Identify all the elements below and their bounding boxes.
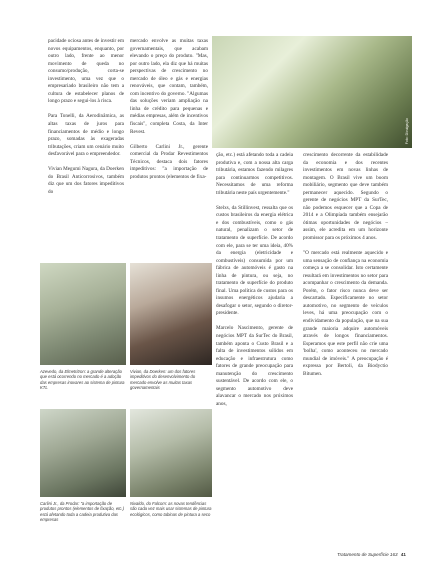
portrait-azevedo [40, 263, 126, 409]
paragraph: Stelxs, da Stillinvest, ressalta que os custos brasileiros da energia elétrica e dos combustíveis, como o gás natural, penalizam o setor de tratamento de superfície. De acordo com ele, para se ter uma ideia, 40% da energia (eletricidade e combustíveis) consumida por um fábrica de automóveis é gasto na linha de pintura, ou seja, no tratamento de superfície do produto final. Uma política de custos para os insumos energéticos ajudaria a desafogar o setor, segundo o diretor-presidente. [216, 204, 293, 317]
text-column-4 [303, 152, 388, 378]
paragraph: pacidade ociosa antes de investir em novos equipamentos, enquanto, por outro lado, frente ao menor movimento de queda no consumo/produção, corta-se investimento, uma vez que o empresariado brasileiro não tem a cultura de estabelecer planos de longo prazo e segui-los à risca. [48, 38, 124, 105]
portrait-photo [40, 263, 126, 365]
paragraph: "O mercado está realmente aquecido e uma sensação de confiança na economia começa a se consolidar. Isto certamente resultará em investimentos no setor para acompanhar o crescimento da demanda. Porém, o fator risco nunca deve ser descartado. Especificamente no setor automotivo, no segmento de veículos leves, há uma preocupação com o endividamento da população, que na sua grande maioria adquire automóveis através de longos financiamentos. Esperamos que este perfil não crie uma 'bolha', como aconteceu no mercado mundial de imóveis." A preocupação é expressa por Bertoli, da Biodyctio Bitumen. [303, 250, 388, 377]
paragraph: Gilberto Carlini Jr., gerente comercial da Prodar Revestimentos Técnicos, destaca dois fatores impeditivos: "a importação de produtos prontos (elementos de fixa- [130, 143, 208, 180]
portrait-vivian [130, 263, 212, 409]
portrait-caption: Vivian, da Doerken: um dos fatores impeditivos do desenvolvimento do mercado envolve as muitas taxas governamentais [130, 369, 196, 390]
text-column-1 [48, 38, 124, 196]
portrait-caption: Nivaldo, do Falcom: as novas tendências são cada vez mais usar sistemas de pintura ecológicos, como tabinas de pintura a seco [130, 501, 212, 517]
page-number: 41 [400, 552, 406, 557]
portrait-photo [130, 263, 212, 365]
paragraph: crescimento decorrente da estabilidade da economia e dos recentes investimentos em novas linhas de montagem. O Brasil vive um boom mobiliário, segmento que deve também permanecer aquecido. Segundo o gerente de negócios MPT da SurTec, não podemos esquecer que a Copa de 2014 e a Olimpíada também ensejarão ótimas oportunidades de negócios – assim, ele acredita em um horizonte promissor para os próximos 4 anos. [303, 152, 388, 242]
portrait-carlini [40, 409, 126, 537]
magazine-title: Tratamento de Superfície 163 [337, 552, 398, 557]
paragraph: ção, etc.) está afetando toda a cadeia produtiva e, com a nossa alta carga tributária, estamos fazendo milagres para continuarmos competitivos. Necessitamos de uma reforma tributária neste país urgentemente." [216, 152, 293, 196]
portrait-caption: Azevedo, da Elmetritron: a grande alteração que está ocorrendo no mercado é a adoção das empresas inovares ao sistema de pintura KTL [40, 369, 125, 390]
portrait-photo [130, 409, 212, 497]
portrait-nivaldo [130, 409, 212, 537]
paragraph: Para Tonelli, da Aerodinâmica, as altas taxas de juros para financiamentos de médio e longo prazo, somadas às exageradas tributações, criam um cenário muito desfavorável para o empreendedor. [48, 113, 124, 158]
portrait-photo [40, 409, 126, 497]
portrait-caption: Carlini Jr., da Prodar: "a importação de produtos prontos (elementos de fixação, etc.) está afetando toda a cadeia produtiva das empresas [40, 501, 125, 522]
paragraph: Marcelo Nascimento, gerente de negócios MPT da SurTec do Brasil, também aponta o Custo Brasil e a falta de investimentos sólidos em educação e infraestrutura como fatores de grande preocupação para manutenção do crescimento sustentável. De acordo com ele, o segmento automotivo deve alavancar o mercado nos próximos anos, [216, 325, 293, 407]
text-column-3 [216, 152, 293, 409]
paragraph: Vivian Megumi Nagura, da Doerken do Brasil Anticorrosivos, também diz que um dos fatores impeditivos do [48, 166, 124, 195]
paragraph: mercado envolve as muitas taxas governamentais, que acabam elevando o preço do produto. "Mas, por outro lado, ela diz que há muitas perspectivas de crescimento no mercado de óleo e gás e energias renováveis, que contam, também, com incentivo do governo. "Algumas das soluções veriam ampliação na linha de crédito para pequenas e médias empresas, além de incentivos fiscais", completa Costa, da Inter Revest. [130, 38, 208, 135]
photo-credit: Foto: Divulgação [405, 117, 409, 144]
text-column-2 [130, 38, 208, 181]
industrial-photo [212, 36, 412, 148]
page-footer [337, 552, 406, 557]
